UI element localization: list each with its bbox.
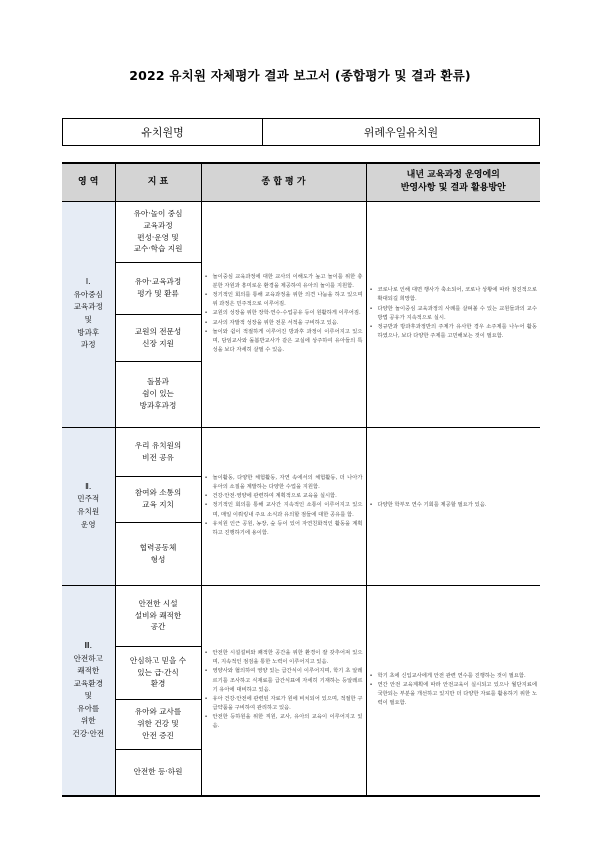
area-line: 안전하고 <box>73 653 103 663</box>
indicator-line: 공간 <box>150 622 166 632</box>
evaluation-bullet: • 놀이활동, 다양한 체험활동, 자연 속에서의 체험활동, 더 나아가 유아의 소질을 계발하는 다양한 수업을 지원함. <box>205 474 363 492</box>
indicator-cell <box>115 427 201 476</box>
indicator-line: 참여와 소통의 <box>134 488 182 498</box>
plan-bullet: • 연간 안전 교육계획에 따라 안전교육이 실시되고 있으나 월단지료에 국한되는 부분을 개선하고 있지만 더 다양한 자료를 활용하기 위한 노력이 필요함. <box>370 681 538 708</box>
evaluation-bullet: • 정기적인 회의를 통해 교사간 지속적인 소통이 이루어지고 있으며, 매일 이뤄링내 주요 소식과 유의할 점들에 대한 공유를 함. <box>205 501 363 519</box>
indicator-line: 교육 지치 <box>142 500 174 509</box>
header-plan-line1: 내년 교육과정 운영에의 <box>406 169 500 180</box>
indicator-line: 쉼이 있는 <box>142 389 174 399</box>
evaluation-bullet: • 교사의 자발적 성장을 위한 전문 서적을 구비하고 있음. <box>205 319 363 328</box>
area-line: 및 <box>84 315 92 324</box>
kindergarten-name-value: 위례우일유치원 <box>363 126 439 139</box>
evaluation-bullet: • 놀이중심 교육과정에 대한 교사의 이해도가 높고 놀이를 위한 충분한 자원과 흥미로운 환경을 제공하여 유아의 놀이를 지원함. <box>205 273 363 291</box>
plan-list <box>370 672 538 709</box>
indicator-line: 안전 증진 <box>142 730 174 740</box>
area-cell <box>62 201 115 427</box>
header-plan <box>366 163 540 201</box>
kindergarten-name-box <box>62 118 540 146</box>
indicator-line: 신장 지원 <box>142 338 174 348</box>
area-cell <box>62 427 115 585</box>
area-line: 위한 <box>80 716 96 726</box>
evaluation-bullet: • 건강·안전·영양에 관련하여 계획적으로 교육을 실시함. <box>205 492 363 501</box>
table-row <box>62 585 540 646</box>
indicator-cell <box>115 361 201 427</box>
plan-bullet: • 학기 초에 신입교사에게 안전 관련 연수를 진행하는 것이 필요함. <box>370 672 538 681</box>
area-line: 유아중심 <box>73 289 103 299</box>
plan-cell <box>366 427 540 585</box>
plan-list <box>370 286 538 342</box>
plan-bullet: • 다양한 학부모 연수 기회를 제공할 필요가 있음. <box>370 501 538 510</box>
indicator-line: 유아·교육과정 <box>134 277 182 287</box>
indicator-line: 환경 <box>150 679 166 689</box>
indicator-line: 형성 <box>150 554 166 564</box>
indicator-cell <box>115 646 201 699</box>
evaluation-bullet: • 안전한 시설설비와 쾌적한 공간을 위한 환경이 잘 갖추어져 있으며, 지속적인 점검을 통한 노력이 이루어지고 있음. <box>205 649 363 667</box>
evaluation-table <box>62 162 540 797</box>
indicator-line: 협력공동체 <box>139 542 177 552</box>
area-line: 교육환경 <box>73 678 103 688</box>
evaluation-bullet: • 유아 건강·안전에 관련된 자료가 원에 비치되어 있으며, 적절한 구급약품을 구비하여 관리하고 있음. <box>205 695 363 713</box>
evaluation-cell <box>201 201 366 427</box>
table-row <box>62 201 540 262</box>
plan-bullet: • 다양한 놀이중심 교육과정의 사례를 살펴볼 수 있는 교원들과의 교수 방법 공유가 지속적으로 실시. <box>370 305 538 323</box>
area-line: 건강·안전 <box>72 728 105 738</box>
indicator-cell <box>115 585 201 646</box>
area-line: 운영 <box>80 519 96 529</box>
area-line: 방과후 <box>77 327 100 337</box>
area-line: Ⅲ. <box>84 641 93 651</box>
indicator-cell <box>115 314 201 361</box>
plan-cell <box>366 201 540 427</box>
area-line: 교육과정 <box>73 302 103 312</box>
indicator-line: 교육과정 <box>143 220 173 230</box>
area-line: 민주적 <box>77 494 100 504</box>
evaluation-bullet: • 정기적인 회의를 통해 교육과정을 위한 의견 나눔을 하고 있으며 위 과정은 민주적으로 이루어짐. <box>205 291 363 309</box>
evaluation-bullet: • 교원의 성장을 위한 장학·연수·수업공유 등이 원활하게 이루어짐. <box>205 309 363 318</box>
plan-cell <box>366 585 540 796</box>
indicator-line: 유아·놀이 중심 <box>133 208 183 218</box>
evaluation-cell <box>201 585 366 796</box>
area-line: Ⅰ. <box>85 277 91 287</box>
plan-bullet: • 정규반과 방과후과정반의 주제가 유사한 경우 소주제를 나누어 활동하였으나, 보다 다양한 주제를 고민해보는 것이 필요함. <box>370 323 538 341</box>
kindergarten-name-label: 유치원명 <box>63 119 263 145</box>
header-area: 영 역 <box>62 163 115 201</box>
evaluation-list <box>205 649 363 731</box>
indicator-line: 유아와 교사를 <box>134 707 182 717</box>
indicator-line: 우리 유치원의 <box>134 440 182 450</box>
evaluation-list <box>205 273 363 355</box>
indicator-line: 위한 건강 및 <box>137 719 179 729</box>
evaluation-bullet: • 놀이와 쉼이 적절하게 이루어진 방과후 과정이 이루어지고 있으며, 담임교사와 돌봄반교사가 같은 교실에 상주하여 유아들의 특성을 보다 자세히 살필 수 있음. <box>205 328 363 355</box>
area-line: Ⅱ. <box>85 481 92 491</box>
evaluation-bullet: • 영양사와 협의하여 영양 있는 급간식이 이루어지며, 학기 초 알레르기를 조사하고 식재료를 급간식표에 자세히 기재하는 등알레르기 유아에 대비하고 있음. <box>205 667 363 694</box>
indicator-line: 있는 급·간식 <box>137 667 179 677</box>
page-title: 2022 유치원 자체평가 결과 보고서 (종합평가 및 결과 환류) <box>129 68 471 83</box>
evaluation-list <box>205 474 363 538</box>
indicator-cell <box>115 201 201 262</box>
indicator-line: 안심하고 믿을 수 <box>129 655 187 665</box>
indicator-line: 안전한 시설 <box>138 598 178 608</box>
plan-list <box>370 501 538 510</box>
evaluation-bullet: • 안전한 등하원을 위한 직원, 교사, 유아의 교육이 이루어지고 있음. <box>205 713 363 731</box>
header-plan-line2: 반영사항 및 결과 활용방안 <box>400 183 506 194</box>
table-header-row <box>62 163 540 201</box>
indicator-line: 설비와 쾌적한 <box>134 610 182 620</box>
indicator-line: 교원의 전문성 <box>134 326 182 336</box>
indicator-line: 돌봄과 <box>146 377 169 387</box>
indicator-cell <box>115 262 201 314</box>
plan-bullet: • 코로나로 인해 대면 행사가 축소되어, 코로나 상황에 따라 점진적으로 확대되길 희망함. <box>370 286 538 304</box>
indicator-cell <box>115 476 201 522</box>
area-line: 및 <box>84 691 92 701</box>
area-line: 쾌적한 <box>77 666 100 676</box>
evaluation-cell <box>201 427 366 585</box>
indicator-line: 안전한 등·하원 <box>133 767 183 777</box>
area-line: 유치원 <box>77 507 100 516</box>
indicator-line: 평가 및 환류 <box>137 289 179 298</box>
header-indicator: 지 표 <box>115 163 201 201</box>
indicator-line: 교수·학습 지원 <box>133 244 183 254</box>
indicator-line: 편성·운영 및 <box>137 232 179 242</box>
evaluation-bullet: • 유치원 인근 공원, 농장, 숲 등이 있어 자연친화적인 활동을 계획하고 진행하기에 용이함. <box>205 520 363 538</box>
area-cell <box>62 585 115 796</box>
area-line: 과정 <box>80 340 96 350</box>
table-row <box>62 427 540 476</box>
indicator-cell <box>115 699 201 749</box>
indicator-line: 비전 공유 <box>142 452 174 462</box>
header-evaluation: 종 합 평 가 <box>201 163 366 201</box>
indicator-cell <box>115 749 201 796</box>
area-line: 유아를 <box>77 703 100 713</box>
indicator-cell <box>115 522 201 585</box>
indicator-line: 방과후과정 <box>139 400 177 410</box>
